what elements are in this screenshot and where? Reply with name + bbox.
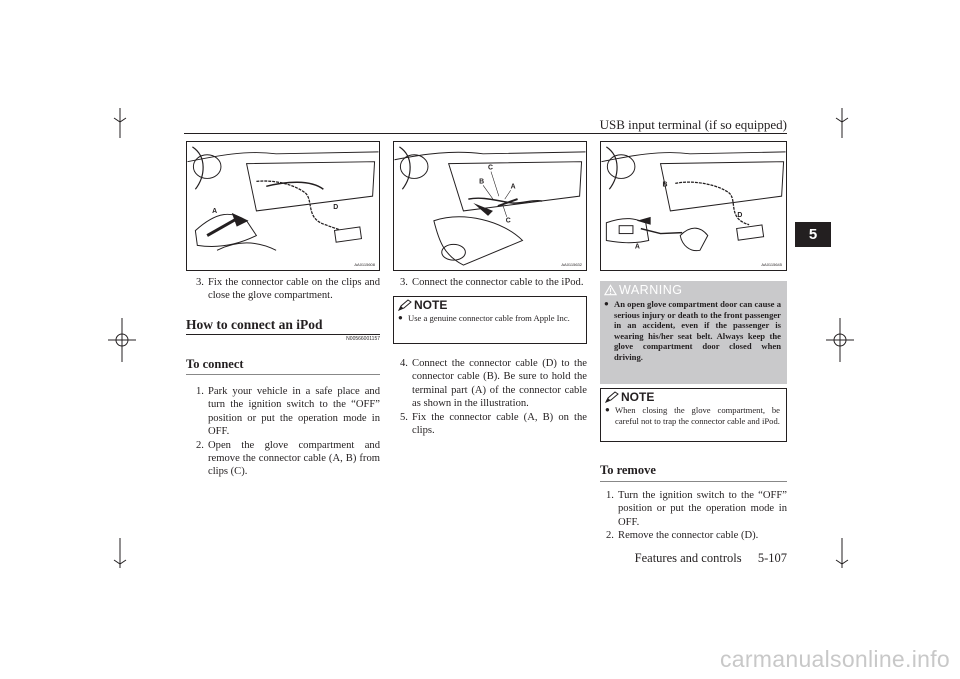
- list-item: [196, 439, 380, 479]
- figure-2-label-c-top: C: [488, 164, 493, 172]
- warning-label: WARNING: [619, 282, 683, 297]
- figure-3-id: AA0115645: [761, 262, 782, 267]
- list-item: [196, 385, 380, 439]
- bullet-icon: ●: [398, 313, 403, 322]
- step-text: Connect the connector cable (D) to the connector cable (B). Be sure to hold the terminal part (A) of the connector cable as shown in the illustration.: [412, 358, 587, 410]
- step-number: 3.: [400, 277, 408, 288]
- crop-mark-bottom-right: [832, 538, 852, 568]
- step-number: 1.: [606, 490, 614, 501]
- figure-2-label-a: A: [510, 183, 516, 191]
- figure-2-label-b: B: [479, 178, 485, 186]
- page-header-title: USB input terminal (if so equipped): [599, 117, 787, 132]
- crop-mark-bottom-left: [110, 538, 130, 568]
- step-text: Turn the ignition switch to the “OFF” position or put the operation mode in OFF.: [618, 490, 787, 528]
- figure-1-id: AA0115608: [354, 262, 375, 267]
- section-heading-how-to-connect: How to connect an iPod: [186, 317, 323, 332]
- step-3-col1: [196, 276, 380, 303]
- figure-2-id: AA0115632: [561, 262, 582, 267]
- crop-mark-top-right: [832, 108, 852, 138]
- note-box-col3: [600, 388, 787, 442]
- subheading-rule-col1: [186, 374, 380, 375]
- note-pencil-icon: [605, 391, 619, 403]
- section-heading-rule: [186, 334, 380, 335]
- step-text: Fix the connector cable on the clips and close the glove compartment.: [208, 277, 380, 302]
- figure-1-label-a: A: [212, 207, 218, 215]
- section-code: N00566001157: [346, 336, 380, 342]
- figure-3-illustration: [600, 141, 787, 271]
- note-header: [601, 389, 786, 404]
- figure-3-label-b: B: [662, 181, 668, 189]
- list-item: [400, 357, 587, 411]
- note-label: NOTE: [414, 297, 448, 312]
- figure-1-label-d: D: [333, 203, 339, 211]
- figure-1-illustration: [186, 141, 380, 271]
- figure-3-label-a: A: [634, 243, 640, 251]
- step-number: 5.: [400, 411, 408, 423]
- crop-mark-top-left: [110, 108, 130, 138]
- list-item: [400, 411, 587, 438]
- bullet-icon: ●: [604, 299, 609, 308]
- page-footer: [560, 551, 787, 566]
- note-text: Use a genuine connector cable from Apple Inc.: [408, 313, 570, 323]
- note-header: [394, 297, 586, 312]
- warning-triangle-icon: [604, 284, 617, 296]
- registration-mark-right: [826, 318, 854, 362]
- registration-mark-left: [108, 318, 136, 362]
- step-number: 4.: [400, 358, 408, 369]
- header-rule: [184, 133, 787, 134]
- subheading-to-remove: To remove: [600, 463, 656, 477]
- step-3-col2: [400, 276, 587, 289]
- step-number: 2.: [196, 439, 204, 451]
- footer-page-number: 5-107: [757, 551, 787, 565]
- step-text: Remove the connector cable (D).: [618, 530, 759, 542]
- ipod-connect-illustration: [601, 142, 786, 270]
- figure-2-illustration: [393, 141, 587, 271]
- connect-steps-list: [196, 385, 380, 479]
- bullet-icon: ●: [605, 405, 610, 414]
- list-item: [606, 529, 787, 542]
- step-number: 2.: [606, 530, 614, 542]
- step-text: Open the glove compartment and remove the connector cable (A, B) from clips (C).: [208, 439, 380, 478]
- clip-fixing-illustration: [394, 142, 586, 270]
- list-item: [606, 489, 787, 529]
- warning-box: [600, 281, 787, 384]
- chapter-tab: 5: [795, 222, 831, 247]
- figure-3-label-d: D: [737, 211, 743, 219]
- step-text: Park your vehicle in a safe place and turn the ignition switch to the “OFF” position or put the operation mode in OFF.: [208, 386, 380, 438]
- watermark: carmanualsonline.info: [719, 646, 950, 672]
- note-content: [394, 312, 586, 328]
- note-box-col2: [393, 296, 587, 344]
- note-text: When closing the glove compartment, be careful not to trap the connector cable and iPod.: [615, 405, 780, 426]
- figure-2-label-c-bottom: C: [505, 217, 511, 225]
- glove-box-cable-illustration: [187, 142, 379, 270]
- note-pencil-icon: [398, 299, 412, 311]
- subheading-rule-col3: [600, 481, 787, 482]
- step-number: 1.: [196, 386, 204, 397]
- warning-content: [600, 298, 787, 367]
- step-number: 3.: [196, 277, 204, 288]
- warning-text: An open glove compartment door can cause a serious injury or death to the front passenger in an accident, even if the passenger is wearing his/her seat belt. Always keep the glove compartment door closed when driving.: [614, 299, 781, 362]
- remove-steps-list: [606, 489, 787, 543]
- connect-steps-list-col2: [400, 357, 587, 437]
- subheading-to-connect: To connect: [186, 357, 244, 371]
- note-label: NOTE: [621, 389, 655, 404]
- warning-header: [600, 281, 787, 298]
- step-text: Connect the connector cable to the iPod.: [412, 277, 584, 288]
- step-text: Fix the connector cable (A, B) on the clips.: [412, 411, 587, 437]
- note-content: [601, 404, 786, 430]
- footer-section: Features and controls: [634, 551, 742, 565]
